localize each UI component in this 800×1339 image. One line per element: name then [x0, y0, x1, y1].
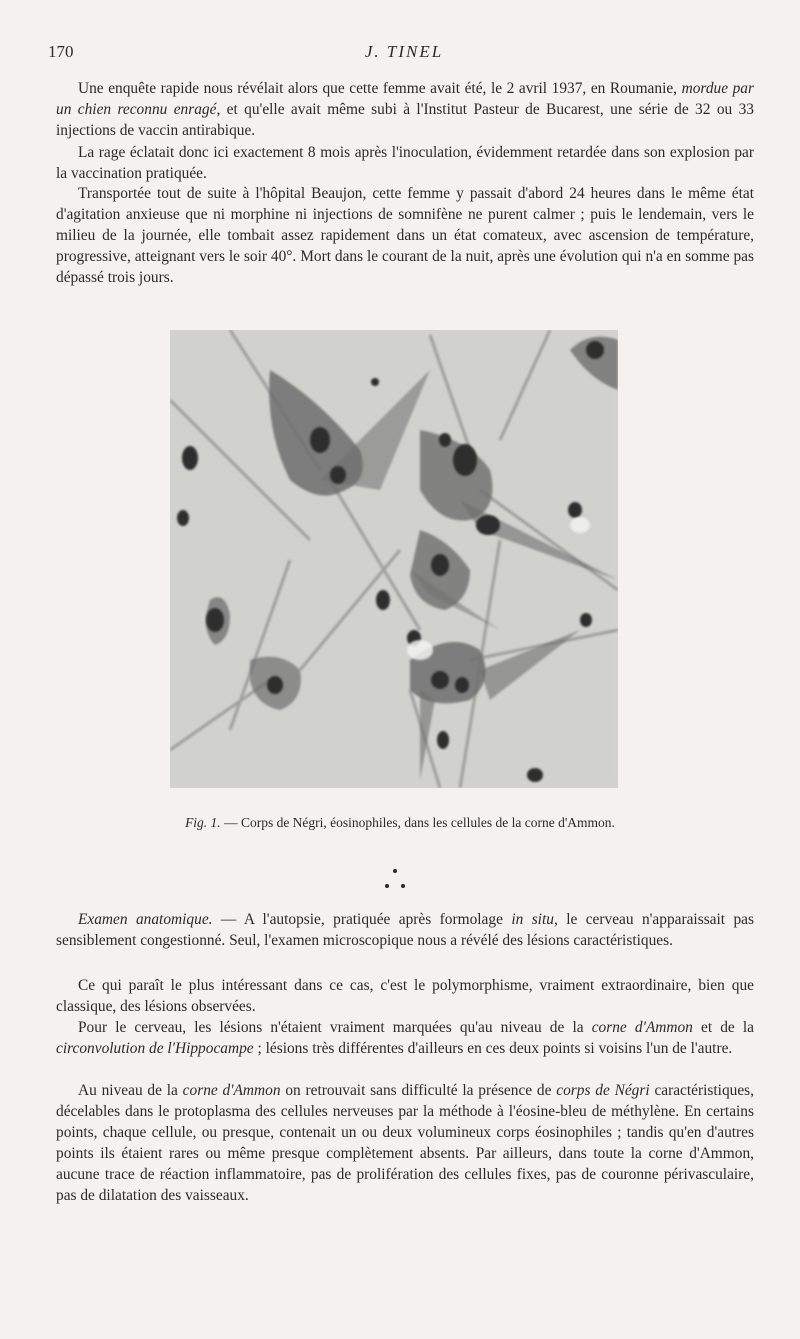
paragraph-rage: La rage éclatait donc ici exactement 8 mois après l'inoculation, évidemment retardée dans son explosion par la vaccination pratiquée. [56, 144, 754, 182]
text-run: caractéristiques, décelables dans le protoplasma des cellules nerveuses par la méthode à l'éosine-bleu de méthylène. En certains points, chaque cellule, ou presque, contenait un ou deux volumineux corps éosinophiles ; tandis qu'en d'autres points ils étaient rares ou même presque complètement absents. Par ailleurs, dans toute la corne d'Ammon, aucune trace de réaction inflammatoire, pas de prolifération des cellules fixes, pas de couronne périvasculaire, pas de dilatation des vaisseaux. [56, 1082, 754, 1204]
micrograph-figure [170, 330, 618, 788]
paragraph-transport: Transportée tout de suite à l'hôpital Beaujon, cette femme y passait d'abord 24 heures dans le même état d'agitation anxieuse que ni morphine ni injections de somnifène ne purent calmer ; puis le lendemain, vers le milieu de la journée, elle tombait assez rapidement dans un état comateux, avec ascension de température, progressive, atteignant vers le soir 40°. Mort dans le courant de la nuit, après une évolution qui n'a en somme pas dépassé trois jours. [56, 185, 754, 286]
italic-run: circonvolution de l'Hippocampe [56, 1040, 254, 1057]
paragraph-polymorphisme: Ce qui paraît le plus intéressant dans ce cas, c'est le polymorphisme, vraiment extraordinaire, bien que classique, des lésions observées. [56, 977, 754, 1015]
italic-run: mordue par un chien reconnu enragé [56, 80, 754, 118]
text-run: et de la [692, 1019, 754, 1036]
text-run: Au niveau de la [78, 1082, 183, 1099]
italic-run: corne d'Ammon [182, 1082, 281, 1099]
italic-run: corne d'Ammon [591, 1019, 693, 1036]
page-header [48, 42, 760, 66]
figure-caption [0, 815, 800, 831]
text-run: , et qu'elle avait même subi à l'Institut Pasteur de Bucarest, une série de 32 ou 33 injections de vaccin antirabique. [56, 101, 754, 139]
paragraph-corne-ammon [56, 1080, 754, 1206]
italic-run: in situ [511, 911, 554, 928]
figure-label: Fig. 1. [185, 815, 221, 830]
text-run: — A l'autopsie, pratiquée après formolage [212, 911, 512, 928]
text-run: on retrouvait sans difficulté la présence de [280, 1082, 557, 1099]
figure-caption-text: — Corps de Négri, éosinophiles, dans les cellules de la corne d'Ammon. [220, 815, 615, 830]
micrograph-image [170, 330, 618, 788]
italic-run: corps de Négri [556, 1082, 650, 1099]
text-run: , le cerveau n'apparaissait pas sensiblement congestionné. Seul, l'examen microscopique nous a révélé des lésions caractéristiques. [56, 911, 754, 949]
text-run: Pour le cerveau, les lésions n'étaient vraiment marquées qu'au niveau de la [78, 1019, 592, 1036]
text-run: ; lésions très différentes d'ailleurs en ces deux points si voisins l'un de l'autre. [253, 1040, 733, 1057]
asterism-icon [380, 866, 410, 894]
paragraph-cerveau [56, 1017, 754, 1059]
paragraph-examen [56, 909, 754, 951]
paragraph-enquete [56, 78, 754, 141]
italic-run: Examen anatomique. [78, 911, 213, 928]
text-run: Une enquête rapide nous révélait alors que cette femme avait été, le 2 avril 1937, en Roumanie, [78, 80, 682, 97]
page-number: 170 [48, 42, 74, 61]
running-head: J. TINEL [364, 42, 444, 61]
